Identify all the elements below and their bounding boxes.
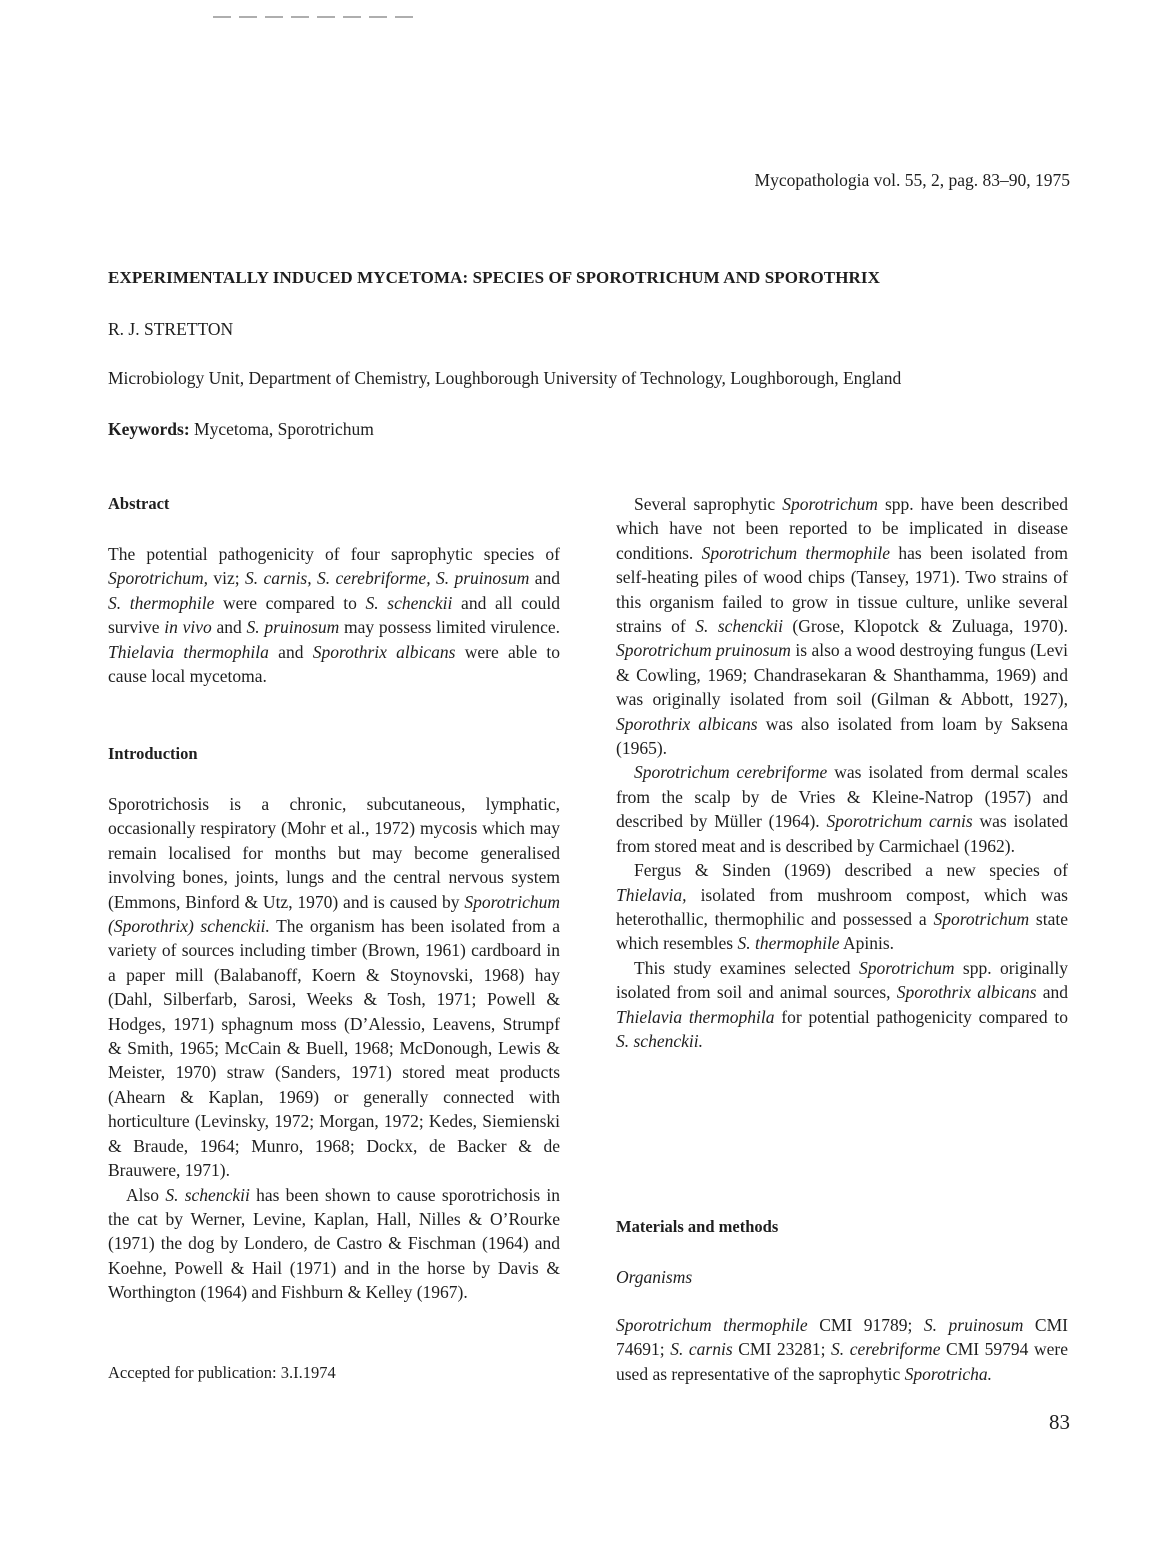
intro-paragraph-3: Several saprophytic Sporotrichum spp. have been described which have not been reported to be implicated in disease conditions. Sporotrichum thermophile has been isolated from self-heating piles of wood chips (Tansey, 1971). Two strains of this organism failed to grow in tissue culture, unlike several strains of S. schenckii (Grose, Klopotck & Zuluaga, 1970). Sporotrichum pruinosum is also a wood destroying fungus (Levi & Cowling, 1969; Chandrasekaran & Shanthamma, 1969) and was originally isolated from soil (Gilman & Abbott, 1927), Sporothrix albicans was also isolated from loam by Saksena (1965). xyxy=(616,494,1069,759)
intro-paragraph-2: Also S. schenckii has been shown to cause sporotrichosis in the cat by Werner, Levine, Kaplan, Hall, Nilles & O’Rourke (1971) the dog by Londero, de Castro & Fischman (1964) and Koehne, Powell & Hail (1971) and in the horse by Davis & Worthington (1964) and Fishburn & Kelley (1967). xyxy=(108,1184,560,1303)
abstract-heading: Abstract xyxy=(108,494,170,513)
introduction-right-body xyxy=(616,492,1068,1053)
methods-body xyxy=(616,1313,1068,1386)
keywords-label: Keywords: xyxy=(108,419,190,439)
author: R. J. STRETTON xyxy=(108,319,234,339)
intro-paragraph-5: Fergus & Sinden (1969) described a new species of Thielavia, isolated from mushroom compost, which was heterothallic, thermophilic and possessed a Sporotrichum state which resembles S. thermophile Apinis. xyxy=(616,860,1068,954)
scan-artifact xyxy=(213,16,418,18)
affiliation: Microbiology Unit, Department of Chemistry, Loughborough University of Technology, Loughborough, England xyxy=(108,368,902,388)
methods-paragraph-1: Sporotrichum thermophile CMI 91789; S. pruinosum CMI 74691; S. carnis CMI 23281; S. cerebriforme CMI 59794 were used as representative of the saprophytic Sporotricha. xyxy=(616,1315,1068,1384)
page-number: 83 xyxy=(1049,1410,1070,1434)
abstract-paragraph: The potential pathogenicity of four saprophytic species of Sporotrichum, viz; S. carnis, S. cerebriforme, S. pruinosum and S. thermophile were compared to S. schenckii and all could survive in vivo and S. pruinosum may possess limited virulence. Thielavia thermophila and Sporothrix albicans were able to cause local mycetoma. xyxy=(108,544,561,687)
intro-paragraph-4: Sporotrichum cerebriforme was isolated from dermal scales from the scalp by de Vries & Kleine-Natrop (1957) and described by Müller (1964). Sporotrichum carnis was isolated from stored meat and is described by Carmichael (1962). xyxy=(616,762,1068,856)
introduction-heading-block xyxy=(108,742,560,766)
introduction-heading: Introduction xyxy=(108,744,198,763)
intro-paragraph-1: Sporotrichosis is a chronic, subcutaneous, lymphatic, occasionally respiratory (Mohr et al., 1972) mycosis which may remain localised for months but may become generalised involving bones, joints, lungs and the central nervous system (Emmons, Binford & Utz, 1970) and is caused by Sporotrichum (Sporothrix) schenckii. The organism has been isolated from a variety of sources including timber (Brown, 1961) cardboard in a paper mill (Balabanoff, Koern & Stoynovski, 1968) hay (Dahl, Silberfarb, Sarosi, Weeks & Tosh, 1971; Powell & Hodges, 1971) sphagnum moss (D’Alessio, Leavens, Strumpf & Smith, 1965; McCain & Buell, 1968; McDonough, Lewis & Meister, 1970) straw (Sanders, 1971) stored meat products (Ahearn & Kaplan, 1969) or generally connected with horticulture (Levinsky, 1972; Morgan, 1972; Kedes, Siemienski & Braude, 1964; Munro, 1968; Dockx, de Backer & de Brauwere, 1971). xyxy=(108,794,560,1181)
keywords xyxy=(108,419,374,440)
article-title: EXPERIMENTALLY INDUCED MYCETOMA: SPECIES OF SPOROTRICHUM AND SPOROTHRIX xyxy=(108,268,881,287)
methods-heading: Materials and methods xyxy=(616,1217,779,1236)
methods-subheading-block xyxy=(616,1265,1068,1289)
accepted-footnote: Accepted for publication: 3.I.1974 xyxy=(108,1363,336,1382)
keywords-list: Mycetoma, Sporotrichum xyxy=(194,419,374,439)
methods-heading-block xyxy=(616,1215,1068,1239)
abstract-body xyxy=(108,542,560,688)
abstract-heading-block xyxy=(108,492,560,516)
intro-paragraph-6: This study examines selected Sporotrichum spp. originally isolated from soil and animal sources, Sporothrix albicans and Thielavia thermophila for potential pathogenicity compared to S. schenckii. xyxy=(616,957,1068,1051)
introduction-left-body xyxy=(108,792,560,1305)
journal-citation: Mycopathologia vol. 55, 2, pag. 83–90, 1975 xyxy=(754,170,1070,190)
organisms-subheading: Organisms xyxy=(616,1267,693,1287)
